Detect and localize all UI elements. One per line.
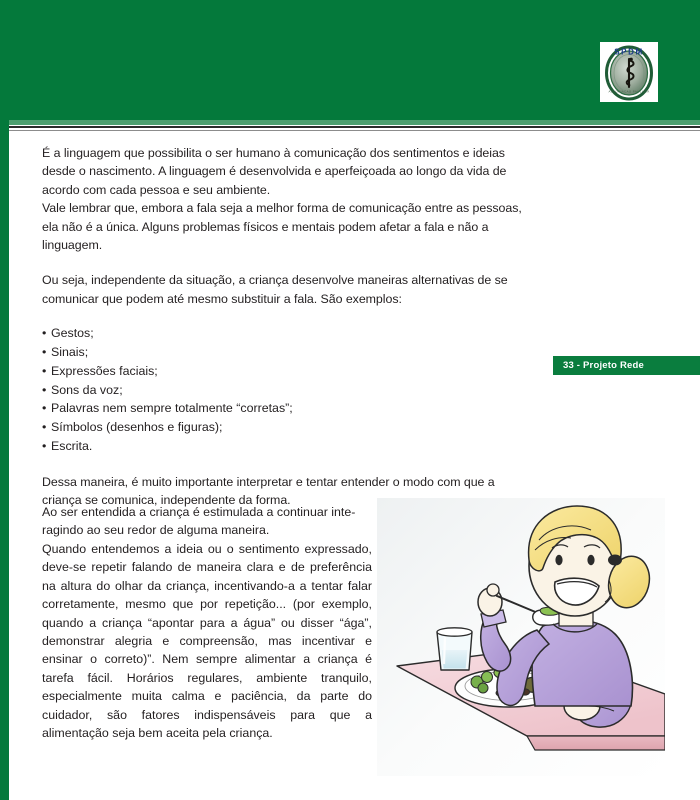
bullet-icon: • <box>42 345 47 360</box>
paragraph-4: Dessa maneira, é muito importante interpretar e tentar entender o modo com que a criança se comunica, independente da forma. <box>42 474 495 508</box>
list-item-label: Sons da voz; <box>51 382 123 397</box>
page-number-tab: 33 - Projeto Rede <box>553 356 700 375</box>
header-green-band <box>0 0 700 120</box>
list-item <box>42 418 534 437</box>
bullet-icon: • <box>42 382 47 397</box>
spdm-logo-subtext: ASSOCIACAO PAULISTA <box>608 89 650 94</box>
paragraph-3: Ou seja, independente da situação, a criança desenvolve maneiras alternativas de se comunicar que podem até mesmo substituir a fala. São exemplos: <box>42 273 508 306</box>
list-item-label: Palavras nem sempre totalmente “corretas”; <box>51 401 293 416</box>
list-item <box>42 343 534 362</box>
paragraph-5-line-1: Ao ser entendida a criança é estimulada a continuar inte- <box>42 505 356 519</box>
bullet-icon: • <box>42 401 47 416</box>
header-band-highlight <box>0 120 700 125</box>
list-item-label: Gestos; <box>51 326 94 341</box>
paragraph-5-line-2: ragindo ao seu redor de alguma maneira. <box>42 523 270 538</box>
examples-list <box>42 324 534 456</box>
paragraph-spacer <box>42 254 534 271</box>
list-item-label: Expressões faciais; <box>51 363 158 378</box>
post-list-spacer <box>42 456 534 473</box>
spdm-logo-acronym: SPDM <box>614 47 644 57</box>
main-text-column <box>42 144 534 510</box>
list-item-label: Escrita. <box>51 439 93 454</box>
list-item <box>42 362 534 381</box>
paragraph-2: Vale lembrar que, embora a fala seja a melhor forma de comunicação entre as pessoas, ela não é a única. Alguns problemas físicos e mentais podem afetar a fala e não a linguagem. <box>42 201 522 253</box>
list-item <box>42 324 534 343</box>
girl-eating-illustration <box>377 498 665 776</box>
list-item-label: Símbolos (desenhos e figuras); <box>51 420 223 435</box>
list-spacer <box>42 308 534 324</box>
paragraph-1: É a linguagem que possibilita o ser humano à comunicação dos sentimentos e ideias desde o nascimento. A linguagem é desenvolvida e aperfeiçoada ao longo da vida de acordo com cada pessoa e seu ambiente. <box>42 146 507 197</box>
list-item <box>42 381 534 400</box>
header-divider-rule <box>0 126 700 128</box>
list-item <box>42 437 534 456</box>
spdm-logo <box>600 42 658 102</box>
paragraph-5-block <box>42 503 372 540</box>
left-green-spine <box>0 0 9 800</box>
bullet-icon: • <box>42 363 47 378</box>
lower-text-column <box>42 540 372 742</box>
bullet-icon: • <box>42 420 47 435</box>
bullet-icon: • <box>42 326 47 341</box>
header-divider-rule-secondary <box>0 130 700 131</box>
bullet-icon: • <box>42 439 47 454</box>
list-item-label: Sinais; <box>51 345 89 360</box>
list-item <box>42 399 534 418</box>
paragraph-6: Quando entendemos a ideia ou o sentimento expressado, deve-se repetir falando de maneira clara e de preferência na altura do olhar da criança, incentivando-a a tentar falar corretamente, mesmo que por repetição... (por exemplo, quando a criança “apontar para a água” ou disser “ága”, demonstrar alegria e compreensão, mas incentivar e ensinar o correto)”. Nem sempre alimentar a criança é tarefa fácil. Horários regulares, ambiente tranquilo, especialmente muita calma e paciência, da parte do cuidador, são fatores indispensáveis para que a alimentação seja bem aceita pela criança. <box>42 542 372 741</box>
